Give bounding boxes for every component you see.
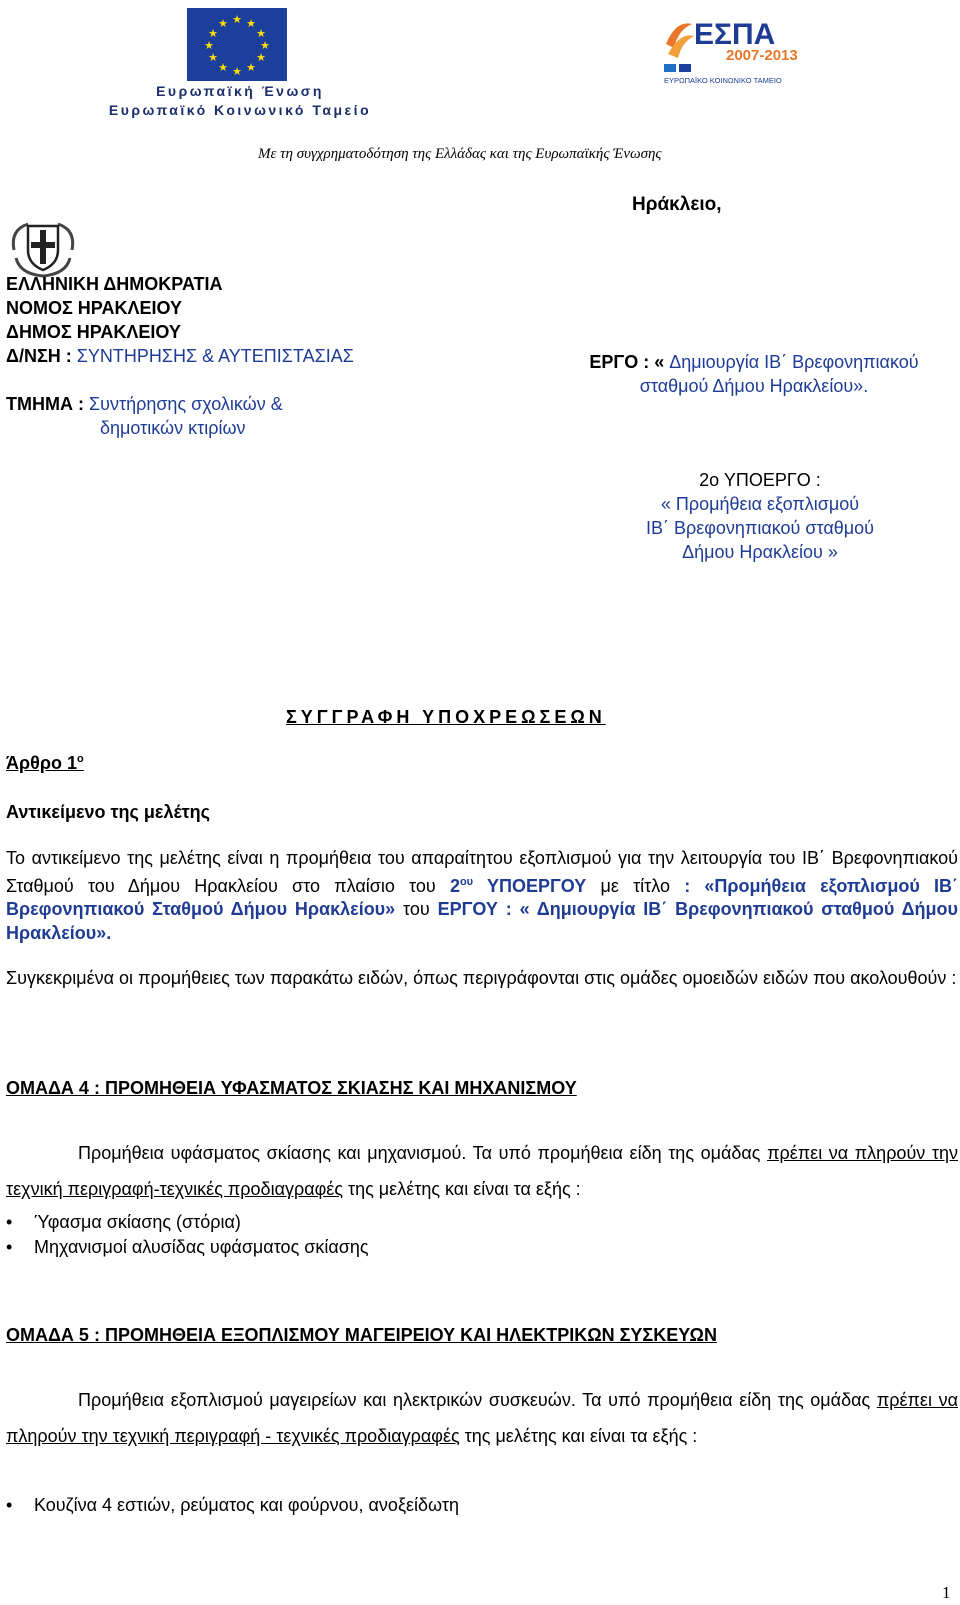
- project-label: ΕΡΓΟ : «: [589, 352, 665, 372]
- group-5-paragraph: Προμήθεια εξοπλισμού μαγειρείων και ηλεκτρικών συσκευών. Τα υπό προμήθεια είδη της ομάδας πρέπει να πληρούν την τεχνική περιγραφή - τεχνικές προδιαγραφές της μελέτης και είναι τα εξής :: [6, 1390, 958, 1446]
- subproject-title-1: « Προμήθεια εξοπλισμού: [660, 494, 860, 514]
- specifically-paragraph: Συγκεκριμένα οι προμήθειες των παρακάτω ειδών, όπως περιγράφονται στις ομάδες ομοειδών ειδών που ακολουθούν :: [6, 968, 957, 988]
- spec-title: ΣΥΓΓΡΑΦΗ ΥΠΟΧΡΕΩΣΕΩΝ: [286, 707, 606, 727]
- list-item: • Κουζίνα 4 εστιών, ρεύματος και φούρνου, ανοξείδωτη: [6, 1493, 459, 1518]
- page-number: 1: [942, 1583, 951, 1602]
- greek-emblem-icon: [8, 218, 78, 278]
- group-4-list: [6, 1210, 369, 1260]
- subproject-label: 2ο ΥΠΟΕΡΓΟ :: [699, 470, 821, 490]
- group-4-paragraph: Προμήθεια υφάσματος σκίασης και μηχανισμού. Τα υπό προμήθεια είδη της ομάδας πρέπει να πληρούν την τεχνική περιγραφή-τεχνικές προδιαγραφές της μελέτης και είναι τα εξής :: [6, 1143, 958, 1199]
- eu-flag-logo: [187, 8, 287, 81]
- project-block: [552, 350, 956, 398]
- svg-text:★: ★: [246, 17, 256, 30]
- article-heading: [6, 753, 84, 774]
- subproject-title-3: Δήμου Ηρακλείου »: [682, 542, 838, 562]
- project-title-1: Δημιουργία ΙΒ΄ Βρεφονηπιακού: [669, 352, 919, 372]
- greek-flag-icon: [664, 64, 676, 72]
- svg-text:★: ★: [218, 61, 228, 74]
- group-5-title: ΟΜΑΔΑ 5 : ΠΡΟΜΗΘΕΙΑ ΕΞΟΠΛΙΣΜΟΥ ΜΑΓΕΙΡΕΙΟΥ ΚΑΙ ΗΛΕΚΤΡΙΚΩΝ ΣΥΣΚΕΥΩΝ: [6, 1325, 717, 1345]
- svg-text:★: ★: [208, 27, 218, 40]
- header-prefecture: ΝΟΜΟΣ ΗΡΑΚΛΕΙΟΥ: [6, 298, 182, 318]
- subproject-title-2: ΙΒ΄ Βρεφονηπιακού σταθμού: [645, 518, 875, 538]
- svg-text:★: ★: [232, 65, 242, 78]
- directorate-value: ΣΥΝΤΗΡΗΣΗΣ & ΑΥΤΕΠΙΣΤΑΣΙΑΣ: [76, 346, 354, 366]
- project-title-2: σταθμού Δήμου Ηρακλείου».: [639, 376, 869, 396]
- espa-name: ΕΣΠΑ: [694, 18, 776, 51]
- subproject-block: [560, 468, 960, 564]
- intro-paragraph: Το αντικείμενο της μελέτης είναι η προμήθεια του απαραίτητου εξοπλισμού για την λειτουργία του ΙΒ΄ Βρεφονηπιακού Σταθμού του Δήμου Ηρακλείου στο πλαίσιο του $2^{o\upsilon}$ ΥΠΟΕΡΓΟΥ με τίτλο : «Προμήθεια εξοπλισμού ΙΒ΄ Βρεφονηπιακού Σταθμού Δήμου Ηρακλείου» του ΕΡΓΟΥ : « Δημιουργία ΙΒ΄ Βρεφονηπιακού σταθμού Δήμου Ηρακλείου».: [6, 848, 959, 943]
- group-4-title: ΟΜΑΔΑ 4 : ΠΡΟΜΗΘΕΙΑ ΥΦΑΣΜΑΤΟΣ ΣΚΙΑΣΗΣ ΚΑΙ ΜΗΧΑΝΙΣΜΟΥ: [6, 1078, 577, 1098]
- list-item: • Ύφασμα σκίασης (στόρια): [6, 1210, 369, 1235]
- espa-logo: [664, 14, 798, 86]
- department-label: ΤΜΗΜΑ :: [6, 394, 89, 414]
- svg-text:★: ★: [208, 51, 218, 64]
- eu-line-1: Ευρωπαϊκή Ένωση: [156, 83, 324, 99]
- list-item: • Μηχανισμοί αλυσίδας υφάσματος σκίασης: [6, 1235, 369, 1260]
- article-label: Άρθρο 1: [6, 753, 78, 773]
- espa-years: 2007-2013: [726, 47, 798, 64]
- department-value-2: δημοτικών κτιρίων: [100, 418, 246, 438]
- header-municipality: ΔΗΜΟΣ ΗΡΑΚΛΕΙΟΥ: [6, 322, 181, 342]
- eu-mini-flag-icon: [679, 64, 691, 72]
- article-sup: ο: [77, 753, 84, 765]
- eu-logo-text: [90, 82, 390, 120]
- city-date-line: Ηράκλειο,: [632, 194, 722, 215]
- svg-text:★: ★: [218, 17, 228, 30]
- cofunding-note: Με τη συγχρηματοδότηση της Ελλάδας και της Ευρωπαϊκής Ένωσης: [258, 146, 662, 162]
- subject-heading: Αντικείμενο της μελέτης: [6, 802, 210, 822]
- svg-text:★: ★: [232, 13, 242, 26]
- header-directorate: [6, 344, 354, 368]
- department-value-1: Συντήρησης σχολικών &: [88, 394, 283, 414]
- svg-text:★: ★: [260, 39, 270, 52]
- espa-tagline: ΕΥΡΩΠΑΪΚΟ ΚΟΙΝΩΝΙΚΟ ΤΑΜΕΙΟ: [664, 76, 782, 85]
- header-republic: ΕΛΛΗΝΙΚΗ ΔΗΜΟΚΡΑΤΙΑ: [6, 274, 223, 294]
- svg-text:★: ★: [256, 27, 266, 40]
- svg-text:★: ★: [256, 51, 266, 64]
- svg-text:★: ★: [204, 39, 214, 52]
- header-department-cont: [100, 416, 246, 440]
- directorate-label: Δ/ΝΣΗ :: [6, 346, 77, 366]
- svg-text:★: ★: [246, 61, 256, 74]
- eu-line-2: Ευρωπαϊκό Κοινωνικό Ταμείο: [108, 102, 372, 118]
- header-department: [6, 392, 283, 416]
- group-5-list: [6, 1493, 459, 1518]
